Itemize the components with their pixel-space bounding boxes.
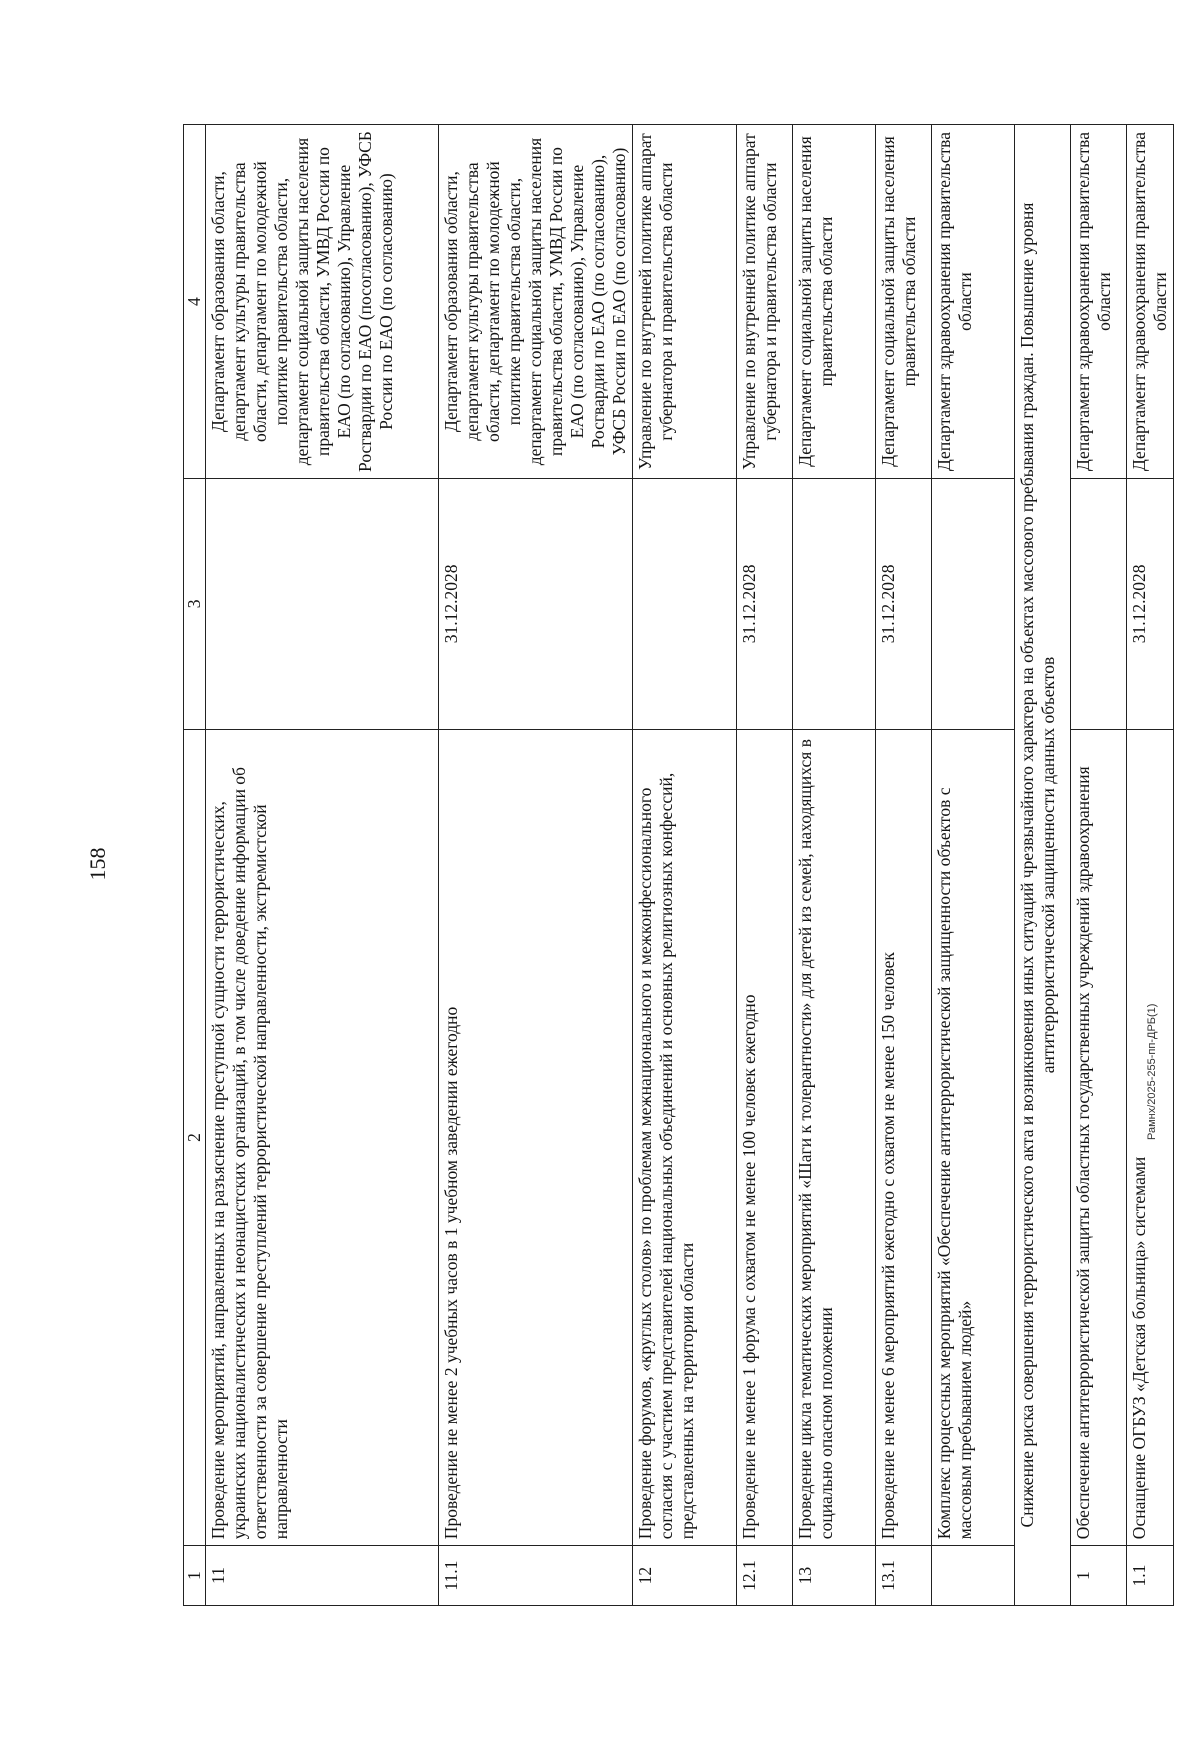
row-executor: Департамент здравоохранения правительства области — [1127, 125, 1174, 479]
row-deadline — [633, 479, 737, 730]
row-executor: Управление по внутренней политике аппарат губернатора и правительства области — [633, 125, 737, 479]
table-row — [793, 125, 876, 1606]
row-executor: Департамент здравоохранения правительства области — [932, 125, 1015, 479]
table-row — [633, 125, 737, 1606]
table-row — [876, 125, 932, 1606]
table-row — [439, 125, 633, 1606]
row-number: 13 — [793, 1546, 876, 1606]
section-row — [1015, 125, 1071, 1606]
row-deadline — [206, 479, 439, 730]
row-number: 12.1 — [737, 1546, 793, 1606]
row-number — [932, 1546, 1015, 1606]
section-title: Снижение риска совершения террористического акта и возникновения иных ситуаций чрезвычайного характера на объектах массового пребывания граждан. Повышение уровня антитеррористической защищенности данных объектов — [1015, 125, 1071, 1606]
row-executor: Департамент социальной защиты населения правительства области — [793, 125, 876, 479]
row-deadline: 31.12.2028 — [737, 479, 793, 730]
column-header: 4 — [184, 125, 206, 479]
page-number: 158 — [85, 847, 110, 881]
activities-table — [183, 124, 1174, 1606]
row-executor: Департамент социальной защиты населения правительства области — [876, 125, 932, 479]
row-activity: Проведение не менее 6 мероприятий ежегодно с охватом не менее 150 человек — [876, 729, 932, 1545]
row-number: 1.1 — [1127, 1546, 1174, 1606]
row-executor: Департамент образования области, департамент культуры правительства области, департамент по молодежной политике правительства области, департамент социальной защиты населения правительства области, УМВД России по ЕАО (по согласованию), Управление Росгвардии по ЕАО (посогласованию), УФСБ России по ЕАО (по согласованию) — [206, 125, 439, 479]
row-activity: Оснащение ОГБУЗ «Детская больница» системами — [1127, 729, 1174, 1545]
row-number: 12 — [633, 1546, 737, 1606]
row-number: 13.1 — [876, 1546, 932, 1606]
row-activity: Проведение мероприятий, направленных на разъяснение преступной сущности террористических, украинских националистических и неонацистских организаций, в том числе доведение информации об ответственности за совершение преступлений террористической направленности, экстремистской направленности — [206, 729, 439, 1545]
row-deadline: 31.12.2028 — [876, 479, 932, 730]
row-deadline: 31.12.2028 — [439, 479, 633, 730]
row-activity: Проведение не менее 1 форума с охватом не менее 100 человек ежегодно — [737, 729, 793, 1545]
row-executor: Управление по внутренней политике аппарат губернатора и правительства области — [737, 125, 793, 479]
row-deadline — [1071, 479, 1127, 730]
row-deadline — [793, 479, 876, 730]
column-header: 3 — [184, 479, 206, 730]
table-row — [1127, 125, 1174, 1606]
row-number: 11.1 — [439, 1546, 633, 1606]
footer-document-code: Рамнх/2025-255-пп-ДРБ(1) — [1146, 1003, 1158, 1140]
row-number: 11 — [206, 1546, 439, 1606]
row-number: 1 — [1071, 1546, 1127, 1606]
row-activity: Комплекс процессных мероприятий «Обеспечение антитеррористической защищенности объектов с массовым пребыванием людей» — [932, 729, 1015, 1545]
table-row — [932, 125, 1015, 1606]
header-row — [184, 125, 206, 1606]
row-activity: Проведение цикла тематических мероприятий «Шаги к толерантности» для детей из семей, находящихся в социально опасном положении — [793, 729, 876, 1545]
row-activity: Проведение не менее 2 учебных часов в 1 учебном заведении ежегодно — [439, 729, 633, 1545]
row-executor: Департамент здравоохранения правительства области — [1071, 125, 1127, 479]
row-deadline: 31.12.2028 — [1127, 479, 1174, 730]
row-deadline — [932, 479, 1015, 730]
table-row — [737, 125, 793, 1606]
column-header: 1 — [184, 1546, 206, 1606]
column-header: 2 — [184, 729, 206, 1545]
table-row — [1071, 125, 1127, 1606]
row-activity: Обеспечение антитеррористической защиты областных государственных учреждений здравоохранения — [1071, 729, 1127, 1545]
table-row — [206, 125, 439, 1606]
row-executor: Департамент образования области, департамент культуры правительства области, департамент по молодежной политике правительства области, департамент социальной защиты населения правительства области, УМВД России по ЕАО (по согласованию), Управление Росгвардии по ЕАО (по согласованию), УФСБ России по ЕАО (по согласованию) — [439, 125, 633, 479]
row-activity: Проведение форумов, «круглых столов» по проблемам межнационального и межконфессионального согласия с участием представителей национальных объединений и основных религиозных конфессий, представленных на территории области — [633, 729, 737, 1545]
